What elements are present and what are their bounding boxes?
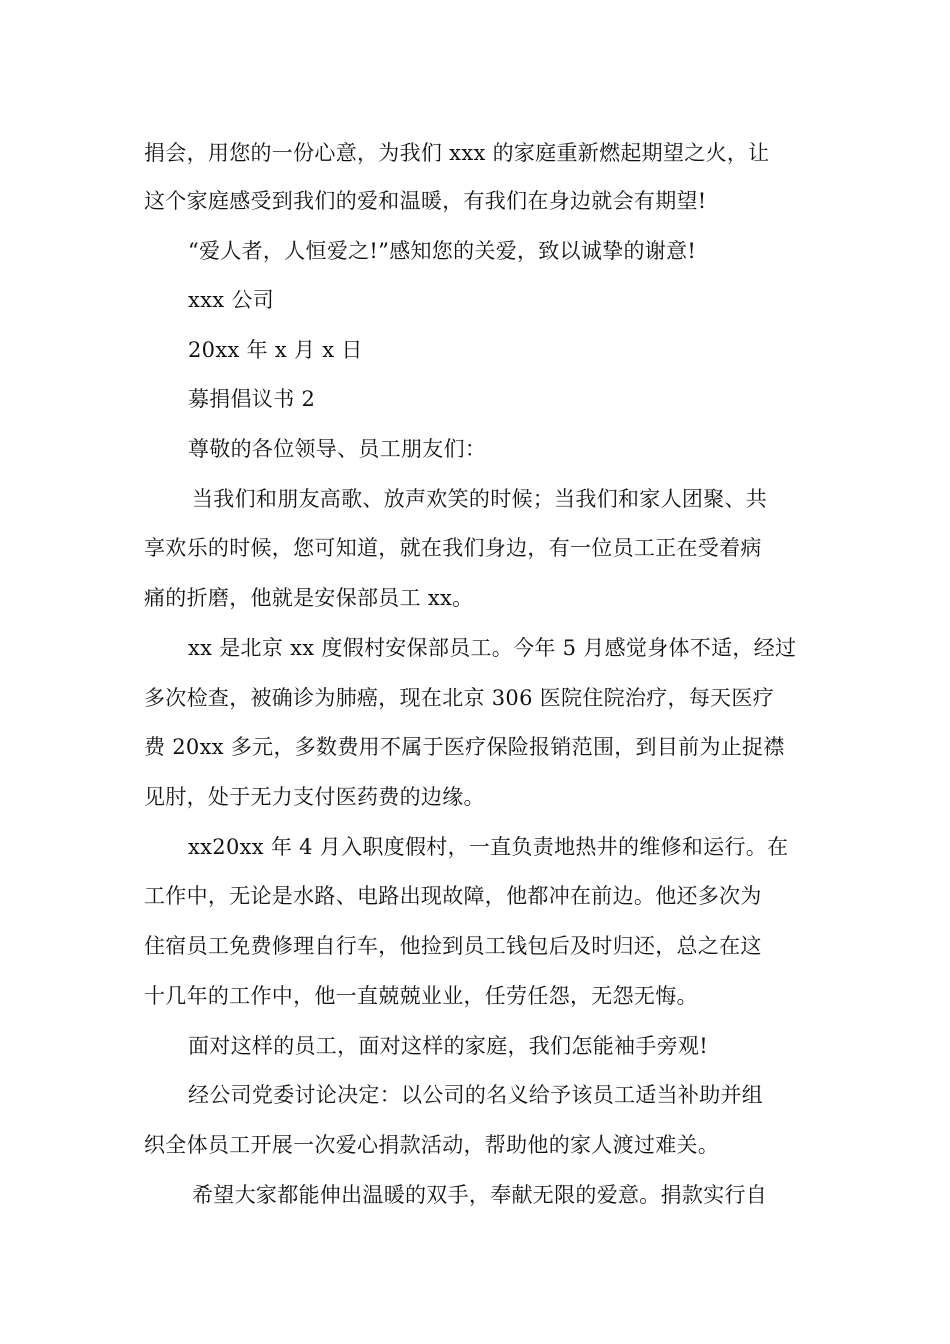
- paragraph-line: xx 是北京 xx 度假村安保部员工。今年 5 月感觉身体不适，经过: [188, 636, 797, 660]
- paragraph-line: 这个家庭感受到我们的爱和温暖，有我们在身边就会有期望!: [144, 189, 707, 213]
- signature-company: xxx 公司: [188, 288, 275, 312]
- paragraph-line: 十几年的工作中，他一直兢兢业业，任劳任怨，无怨无悔。: [144, 984, 698, 1008]
- salutation: 尊敬的各位领导、员工朋友们：: [188, 437, 487, 461]
- paragraph-line: 见肘，处于无力支付医药费的边缘。: [144, 785, 485, 809]
- paragraph-line: 痛的折磨，他就是安保部员工 xx。: [144, 586, 474, 610]
- thanks-line: “爱人者，人恒爱之!”感知您的关爱，致以诚挚的谢意!: [188, 239, 697, 263]
- paragraph-line: 面对这样的员工，面对这样的家庭，我们怎能袖手旁观!: [188, 1034, 708, 1058]
- signature-date: 20xx 年 x 月 x 日: [188, 338, 363, 362]
- paragraph-line: 工作中，无论是水路、电路出现故障，他都冲在前边。他还多次为: [144, 884, 762, 908]
- paragraph-line: 住宿员工免费修理自行车，他捡到员工钱包后及时归还，总之在这: [144, 934, 762, 958]
- paragraph-line: 希望大家都能伸出温暖的双手，奉献无限的爱意。捐款实行自: [192, 1183, 768, 1207]
- paragraph-line: 织全体员工开展一次爱心捐款活动，帮助他的家人渡过难关。: [144, 1133, 720, 1157]
- paragraph-line: 享欢乐的时候，您可知道，就在我们身边，有一位员工正在受着病: [144, 536, 762, 560]
- paragraph-line: 多次检查，被确诊为肺癌，现在北京 306 医院住院治疗，每天医疗: [144, 686, 775, 710]
- section-title: 募捐倡议书 2: [188, 387, 316, 411]
- paragraph-line: xx20xx 年 4 月入职度假村，一直负责地热井的维修和运行。在: [188, 835, 789, 859]
- paragraph-line: 当我们和朋友高歌、放声欢笑的时候；当我们和家人团聚、共: [192, 487, 768, 511]
- paragraph-line: 费 20xx 多元，多数费用不属于医疗保险报销范围，到目前为止捉襟: [144, 735, 785, 759]
- paragraph-line: 捐会，用您的一份心意，为我们 xxx 的家庭重新燃起期望之火，让: [144, 141, 770, 165]
- paragraph-line: 经公司党委讨论决定：以公司的名义给予该员工适当补助并组: [188, 1083, 764, 1107]
